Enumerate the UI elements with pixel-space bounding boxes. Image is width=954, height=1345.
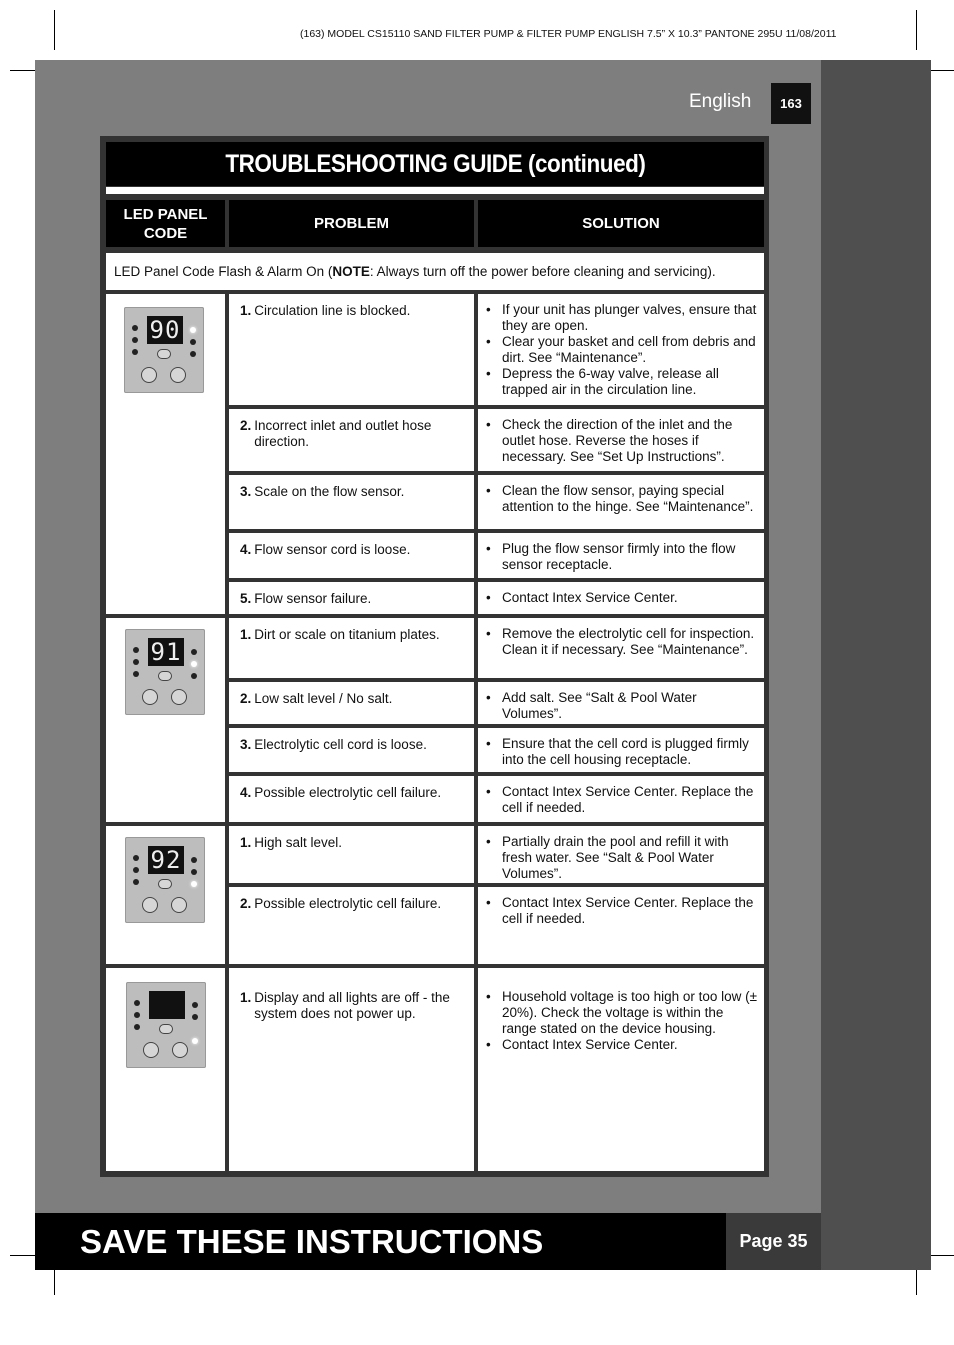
- note-row: [106, 253, 764, 290]
- indicator-led: [191, 869, 197, 875]
- indicator-led: [191, 881, 197, 887]
- solution-item: • Contact Intex Service Center. Replace the cell if needed.: [486, 895, 758, 927]
- problem-cell: [229, 618, 474, 678]
- problem-text: Possible electrolytic cell failure.: [254, 896, 442, 911]
- solution-item: • Contact Intex Service Center.: [486, 590, 758, 606]
- solution-cell: [478, 409, 764, 471]
- problem-text: Incorrect inlet and outlet hose direction.: [254, 418, 432, 449]
- solution-cell: [478, 533, 764, 578]
- solution-item: • Plug the flow sensor firmly into the flow sensor receptacle.: [486, 541, 758, 573]
- solution-list: [486, 690, 758, 722]
- problem-text: Dirt or scale on titanium plates.: [254, 627, 440, 642]
- select-button-image: [158, 879, 172, 889]
- problem-number: 3.: [240, 737, 252, 752]
- led-display: [149, 991, 185, 1019]
- page-title: [106, 142, 764, 186]
- indicator-led: [133, 855, 139, 861]
- indicator-led: [191, 661, 197, 667]
- solution-cell: [478, 475, 764, 529]
- indicator-led: [133, 647, 139, 653]
- problem-cell: [229, 968, 474, 1171]
- led-panel-image: [124, 307, 204, 393]
- led-panel-image: [125, 837, 205, 923]
- problem-cell: [229, 728, 474, 772]
- problem-number: 5.: [240, 591, 252, 606]
- problem-number: 2.: [240, 691, 252, 706]
- problem-text: Scale on the flow sensor.: [254, 484, 405, 499]
- page-title-text: TROUBLESHOOTING GUIDE (continued): [224, 149, 646, 178]
- boost-button-image: [141, 367, 157, 383]
- problem-text: Possible electrolytic cell failure.: [254, 785, 442, 800]
- problem-cell: [229, 294, 474, 405]
- led-panel-image: [125, 629, 205, 715]
- solution-cell: [478, 294, 764, 405]
- problem-number: 3.: [240, 484, 252, 499]
- crop-mark: [916, 1268, 917, 1295]
- solution-cell: [478, 826, 764, 883]
- solution-list: [486, 784, 758, 816]
- footer-banner: SAVE THESE INSTRUCTIONS: [35, 1213, 726, 1270]
- solution-list: [486, 895, 758, 927]
- header-problem: PROBLEM: [229, 200, 474, 247]
- problem-text: Low salt level / No salt.: [254, 691, 393, 706]
- problem-text: Flow sensor failure.: [254, 591, 372, 606]
- footer-page-number: Page 35: [726, 1213, 821, 1270]
- select-button-image: [158, 671, 172, 681]
- problem-cell: [229, 409, 474, 471]
- solution-cell: [478, 776, 764, 822]
- indicator-led: [191, 673, 197, 679]
- solution-item: • Depress the 6-way valve, release all trapped air in the circulation line.: [486, 366, 758, 398]
- led-display: 91: [148, 638, 184, 666]
- boost-button-image: [142, 689, 158, 705]
- boost-button-image: [143, 1042, 159, 1058]
- indicator-led: [133, 671, 139, 677]
- solution-item: • Clear your basket and cell from debris and dirt. See “Maintenance”.: [486, 334, 758, 366]
- header-led-code: LED PANEL CODE: [106, 200, 225, 247]
- indicator-led: [192, 1014, 198, 1020]
- problem-text: Electrolytic cell cord is loose.: [254, 737, 427, 752]
- note-bold: NOTE: [332, 264, 370, 279]
- indicator-led: [192, 1038, 198, 1044]
- problem-cell: [229, 533, 474, 578]
- problem-text: Circulation line is blocked.: [254, 303, 411, 318]
- indicator-led: [191, 649, 197, 655]
- solution-item: • Contact Intex Service Center. Replace the cell if needed.: [486, 784, 758, 816]
- title-underline: [106, 187, 764, 194]
- solution-item: • Remove the electrolytic cell for inspection. Clean it if necessary. See “Maintenance”.: [486, 626, 758, 658]
- problem-cell: [229, 887, 474, 964]
- solution-item: • Household voltage is too high or too low (± 20%). Check the voltage is within the range stated on the device housing.: [486, 989, 758, 1037]
- crop-mark: [916, 10, 917, 50]
- problem-cell: [229, 826, 474, 883]
- problem-number: 1.: [240, 990, 252, 1005]
- indicator-led: [132, 337, 138, 343]
- solution-list: [486, 590, 758, 606]
- indicator-led: [133, 879, 139, 885]
- indicator-led: [190, 339, 196, 345]
- solution-list: [486, 834, 758, 882]
- solution-item: • Contact Intex Service Center.: [486, 1037, 758, 1053]
- solution-list: [486, 736, 758, 768]
- solution-list: [486, 989, 758, 1053]
- indicator-led: [190, 327, 196, 333]
- timer-button-image: [170, 367, 186, 383]
- problem-cell: [229, 582, 474, 614]
- indicator-led: [134, 1012, 140, 1018]
- problem-text: Flow sensor cord is loose.: [254, 542, 411, 557]
- problem-cell: [229, 475, 474, 529]
- side-strip: [821, 60, 931, 1270]
- note-after: : Always turn off the power before cleaning and servicing).: [369, 264, 716, 279]
- problem-number: 1.: [240, 627, 252, 642]
- boost-button-image: [142, 897, 158, 913]
- crop-mark: [54, 10, 55, 50]
- solution-list: [486, 417, 758, 465]
- print-info: (163) MODEL CS15110 SAND FILTER PUMP & FILTER PUMP ENGLISH 7.5” X 10.3” PANTONE 295U 11/08/2011: [300, 28, 837, 40]
- problem-number: 2.: [240, 418, 252, 433]
- problem-number: 1.: [240, 303, 252, 318]
- indicator-led: [192, 1002, 198, 1008]
- indicator-led: [134, 1000, 140, 1006]
- solution-list: [486, 483, 758, 515]
- note-before: LED Panel Code Flash & Alarm On (: [114, 264, 333, 279]
- indicator-led: [190, 351, 196, 357]
- select-button-image: [157, 349, 171, 359]
- indicator-led: [191, 857, 197, 863]
- solution-cell: [478, 618, 764, 678]
- solution-cell: [478, 682, 764, 724]
- problem-number: 4.: [240, 785, 252, 800]
- problem-cell: [229, 776, 474, 822]
- problem-cell: [229, 682, 474, 724]
- problem-text: Display and all lights are off - the system does not power up.: [254, 990, 450, 1021]
- problem-number: 4.: [240, 542, 252, 557]
- solution-item: • If your unit has plunger valves, ensure that they are open.: [486, 302, 758, 334]
- solution-list: [486, 626, 758, 658]
- led-display: 90: [147, 316, 183, 344]
- solution-cell: [478, 887, 764, 964]
- led-display: 92: [148, 846, 184, 874]
- solution-list: [486, 302, 758, 398]
- timer-button-image: [172, 1042, 188, 1058]
- solution-item: • Partially drain the pool and refill it with fresh water. See “Salt & Pool Water Volumes”.: [486, 834, 758, 882]
- indicator-led: [132, 325, 138, 331]
- solution-item: • Ensure that the cell cord is plugged firmly into the cell housing receptacle.: [486, 736, 758, 768]
- problem-number: 2.: [240, 896, 252, 911]
- solution-item: • Check the direction of the inlet and the outlet hose. Reverse the hoses if necessary. See “Set Up Instructions”.: [486, 417, 758, 465]
- timer-button-image: [171, 897, 187, 913]
- crop-mark: [54, 1270, 55, 1295]
- solution-item: • Add salt. See “Salt & Pool Water Volumes”.: [486, 690, 758, 722]
- indicator-led: [132, 349, 138, 355]
- solution-cell: [478, 728, 764, 772]
- solution-cell: [478, 968, 764, 1171]
- solution-item: • Clean the flow sensor, paying special attention to the hinge. See “Maintenance”.: [486, 483, 758, 515]
- header-solution: SOLUTION: [478, 200, 764, 247]
- indicator-led: [133, 659, 139, 665]
- select-button-image: [159, 1024, 173, 1034]
- solution-cell: [478, 582, 764, 614]
- crop-mark: [930, 70, 954, 71]
- language-label: English: [689, 91, 752, 112]
- page-number-box: 163: [771, 83, 811, 124]
- solution-list: [486, 541, 758, 573]
- timer-button-image: [171, 689, 187, 705]
- problem-number: 1.: [240, 835, 252, 850]
- indicator-led: [133, 867, 139, 873]
- problem-text: High salt level.: [254, 835, 343, 850]
- led-panel-image: [126, 982, 206, 1068]
- indicator-led: [134, 1024, 140, 1030]
